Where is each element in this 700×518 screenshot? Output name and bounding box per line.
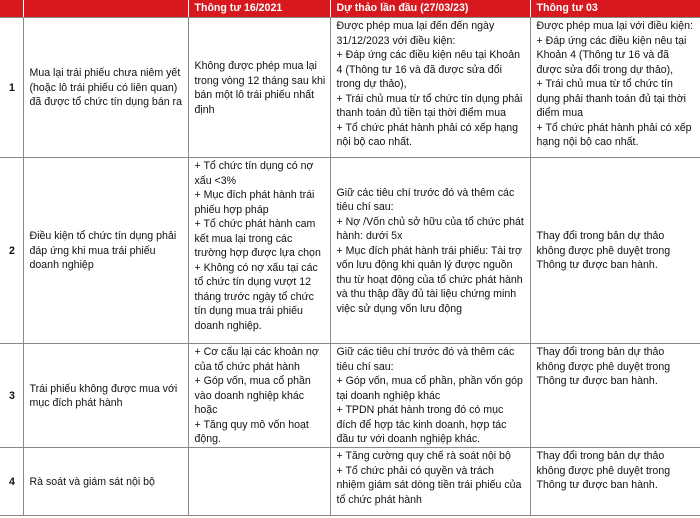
table-header-row bbox=[0, 0, 700, 18]
header-circular-03: Thông tư 03 bbox=[530, 0, 700, 18]
draft-cell bbox=[330, 448, 530, 516]
cell-line: + Tăng quy mô vốn hoạt động. bbox=[194, 418, 309, 445]
header-first-draft: Dự thảo lần đầu (27/03/23) bbox=[330, 0, 530, 18]
draft-cell bbox=[330, 344, 530, 448]
cell-line: + Góp vốn, mua cổ phần vào doanh nghiệp khác hoặc bbox=[194, 375, 311, 416]
cell-line: + Tổ chức phát hành phải có xếp hạng nội bộ cao nhất. bbox=[536, 121, 692, 148]
header-num bbox=[0, 0, 23, 18]
circular-03-cell bbox=[530, 448, 700, 516]
cell-line: Được phép mua lại với điều kiện: bbox=[536, 20, 693, 32]
cell-line: Giữ các tiêu chí trước đó và thêm các tiêu chí sau: bbox=[336, 186, 515, 214]
cell-line: + Trái chủ mua từ tổ chức tín dụng phải thanh toán đủ tiền tại thời điểm mua bbox=[336, 92, 523, 119]
row-topic: Mua lại trái phiếu chưa niêm yết (hoặc lô trái phiếu có liên quan) đã được tổ chức tín dụng bán ra bbox=[23, 18, 188, 158]
cell-line: + Đáp ứng các điều kiện nêu tại Khoản 4 (Thông tư 16 và đã được sửa đổi trong dự thảo), bbox=[536, 34, 687, 76]
cell-line: Giữ các tiêu chí trước đó và thêm các tiêu chí sau: bbox=[336, 346, 515, 373]
row-number: 1 bbox=[0, 18, 23, 158]
row-topic: Điều kiện tổ chức tín dụng phải đáp ứng khi mua trái phiếu doanh nghiệp bbox=[23, 158, 188, 344]
cell-line: + Tổ chức phát hành phải có xếp hạng nội bộ cao nhất. bbox=[336, 121, 519, 148]
row-topic: Rà soát và giám sát nội bộ bbox=[23, 448, 188, 516]
cell-line: + Tổ chức phải có quyền và trách nhiệm giám sát dòng tiền trái phiếu của tổ chức phát hành bbox=[336, 464, 522, 506]
row-topic: Trái phiếu không được mua với mục đích phát hành bbox=[23, 344, 188, 448]
cell-line: + Mục đích phát hành trái phiếu: Tài trợ vốn lưu động khi quản lý được nguồn thu từ hoạt động của tổ chức phát hành và thu thập đầy đủ tài liệu chứng minh việc sử dụng vốn lưu động bbox=[336, 244, 523, 315]
cell-line: Không được phép mua lại trong vòng 12 tháng sau khi bán một lô trái phiếu nhất định bbox=[194, 60, 326, 116]
row-number: 3 bbox=[0, 344, 23, 448]
circular-16-cell bbox=[188, 344, 330, 448]
table-row bbox=[0, 344, 700, 448]
circular-16-cell bbox=[188, 18, 330, 158]
cell-line: + Mục đích phát hành trái phiếu hợp pháp bbox=[194, 189, 315, 216]
header-topic bbox=[23, 0, 188, 18]
cell-line: Thay đổi trong bản dự thảo không được phê duyệt trong Thông tư được ban hành. bbox=[536, 230, 671, 272]
cell-line: Thay đổi trong bản dự thảo không được phê duyệt trong Thông tư được ban hành. bbox=[536, 346, 671, 387]
cell-line: + Cơ cấu lại các khoản nợ của tổ chức phát hành bbox=[194, 346, 319, 373]
cell-line: + Tổ chức phát hành cam kết mua lại trong các trường hợp được lựa chọn bbox=[194, 218, 321, 259]
row-number: 4 bbox=[0, 448, 23, 516]
cell-line: Thay đổi trong bản dự thảo không được phê duyệt trong Thông tư được ban hành. bbox=[536, 450, 671, 491]
draft-cell bbox=[330, 18, 530, 158]
cell-line: + Trái chủ mua từ tổ chức tín dụng phải thanh toán đủ tại thời điểm mua bbox=[536, 78, 686, 119]
cell-line: + TPDN phát hành trong đó có mục đích để hợp tác kinh doanh, hợp tác đầu tư với doanh nghiệp khác. bbox=[336, 404, 507, 445]
cell-line: + Không có nợ xấu tại các tổ chức tín dụng vượt 12 tháng trước ngày tổ chức tín dụng mua trái phiếu doanh nghiệp. bbox=[194, 261, 318, 332]
table-row bbox=[0, 448, 700, 516]
table-row bbox=[0, 158, 700, 344]
table-row bbox=[0, 18, 700, 158]
cell-line: + Nợ /Vốn chủ sở hữu của tổ chức phát hành: dưới 5x bbox=[336, 215, 524, 243]
circular-16-cell bbox=[188, 158, 330, 344]
cell-line: + Tổ chức tín dụng có nợ xấu <3% bbox=[194, 160, 314, 187]
header-circular-16-2021: Thông tư 16/2021 bbox=[188, 0, 330, 18]
circular-03-cell bbox=[530, 344, 700, 448]
cell-line: Được phép mua lại đến đến ngày 31/12/2023 với điều kiện: bbox=[336, 20, 495, 47]
draft-cell bbox=[330, 158, 530, 344]
circular-16-cell bbox=[188, 448, 330, 516]
cell-line: + Đáp ứng các điều kiện nêu tại Khoản 4 (Thông tư 16 và đã được sửa đổi trong dự thảo), bbox=[336, 49, 520, 90]
cell-line: + Góp vốn, mua cổ phần, phần vốn góp tại doanh nghiệp khác bbox=[336, 375, 523, 402]
circular-03-cell bbox=[530, 158, 700, 344]
cell-line: + Tăng cường quy chế rà soát nội bộ bbox=[336, 450, 511, 462]
circular-03-cell bbox=[530, 18, 700, 158]
row-number: 2 bbox=[0, 158, 23, 344]
